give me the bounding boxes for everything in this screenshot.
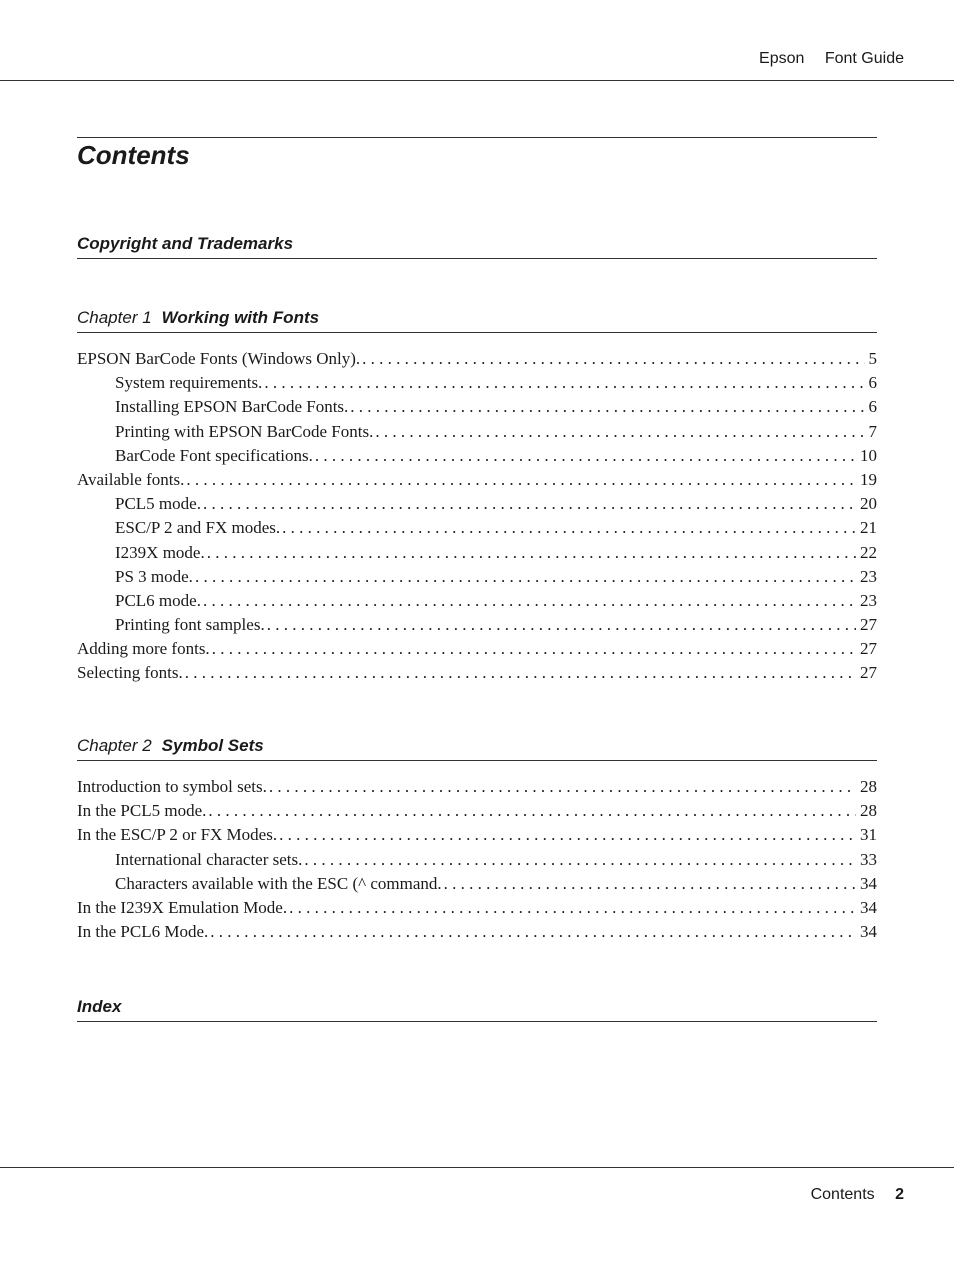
dot-leader — [350, 395, 864, 419]
toc-entry-page: 23 — [860, 590, 877, 610]
toc-entry-page: 22 — [860, 542, 877, 562]
toc-entry[interactable] — [77, 848, 877, 872]
toc-section-chapter-2[interactable] — [77, 736, 877, 761]
toc-entry[interactable] — [77, 565, 877, 589]
toc-entry[interactable] — [77, 823, 877, 847]
toc-entry-page: 21 — [860, 518, 877, 538]
toc-entry[interactable] — [77, 371, 877, 395]
dot-leader — [208, 799, 856, 823]
toc-entry-label: Available fonts. — [77, 469, 185, 489]
toc-entry-page: 27 — [860, 663, 877, 683]
toc-entry[interactable] — [77, 516, 877, 540]
toc-entry-page: 31 — [860, 825, 877, 845]
dot-leader — [269, 775, 856, 799]
dot-leader — [195, 565, 856, 589]
toc-entry-page: 28 — [860, 801, 877, 821]
toc-entry[interactable] — [77, 799, 877, 823]
toc-entry-page: 28 — [860, 777, 877, 796]
toc-entry-label: PS 3 mode. — [115, 566, 193, 586]
toc-entry-page: 27 — [860, 639, 877, 659]
toc-entry[interactable] — [77, 347, 877, 371]
dot-leader — [264, 371, 864, 395]
toc-entry-page: 33 — [860, 849, 877, 869]
dot-leader — [362, 347, 864, 371]
dot-leader — [212, 637, 856, 661]
title-rule — [77, 137, 877, 138]
toc-entry-label: Printing with EPSON BarCode Fonts. — [115, 421, 374, 441]
toc-entry[interactable] — [77, 896, 877, 920]
toc-entry-label: I239X mode. — [115, 542, 205, 562]
toc-entry[interactable] — [77, 468, 877, 492]
toc-entry-page: 6 — [868, 397, 877, 417]
toc-entry-label: PCL5 mode. — [115, 494, 201, 514]
toc-entry-page: 5 — [868, 349, 877, 368]
section-title: Index — [77, 997, 122, 1016]
toc-entry-label: Introduction to symbol sets. — [77, 777, 267, 796]
toc-entry-page: 27 — [860, 615, 877, 635]
toc-entry-page: 20 — [860, 494, 877, 514]
toc-entry-label: EPSON BarCode Fonts (Windows Only). — [77, 349, 361, 368]
header-rule — [0, 80, 954, 81]
toc-entry-label: International character sets. — [115, 849, 303, 869]
toc-entry-page: 34 — [860, 873, 877, 893]
toc-entry-label: Selecting fonts. — [77, 663, 183, 683]
toc-entry-label: In the PCL6 Mode. — [77, 922, 209, 942]
dot-leader — [186, 468, 856, 492]
footer-rule — [0, 1167, 954, 1168]
running-footer — [811, 1186, 904, 1204]
toc-entry-label: ESC/P 2 and FX modes. — [115, 518, 281, 538]
toc-section-copyright[interactable] — [77, 234, 877, 259]
toc-entry-label: Printing font samples. — [115, 615, 265, 635]
toc-entry[interactable] — [77, 444, 877, 468]
toc-entry[interactable] — [77, 775, 877, 799]
dot-leader — [315, 444, 856, 468]
dot-leader — [289, 896, 856, 920]
toc-entry-label: System requirements. — [115, 373, 263, 393]
section-title: Copyright and Trademarks — [77, 234, 294, 253]
dot-leader — [185, 661, 856, 685]
toc-entry-label: In the ESC/P 2 or FX Modes. — [77, 825, 278, 845]
running-header — [743, 50, 904, 68]
toc-entry-label: In the PCL5 mode. — [77, 801, 207, 821]
toc-entry-page: 7 — [868, 421, 877, 441]
toc-entry-label: PCL6 mode. — [115, 590, 201, 610]
toc-entry-page: 34 — [860, 922, 877, 942]
header-brand: Epson — [759, 50, 805, 67]
toc-entry[interactable] — [77, 613, 877, 637]
toc-entry-page: 34 — [860, 897, 877, 917]
toc-entry[interactable] — [77, 637, 877, 661]
dot-leader — [210, 920, 856, 944]
dot-leader — [304, 848, 856, 872]
dot-leader — [375, 420, 864, 444]
toc-entry-label: Adding more fonts. — [77, 639, 210, 659]
chapter-number: Chapter 1 — [77, 308, 152, 327]
toc-entry[interactable] — [77, 395, 877, 419]
toc-entry-page: 23 — [860, 566, 877, 586]
toc-section-index[interactable] — [77, 997, 877, 1022]
section-title: Working with Fonts — [161, 308, 320, 327]
section-title: Symbol Sets — [161, 736, 264, 755]
dot-leader — [279, 823, 856, 847]
toc-entry-label: BarCode Font specifications. — [115, 445, 313, 465]
dot-leader — [444, 872, 856, 896]
toc-entry-label: Installing EPSON BarCode Fonts. — [115, 397, 349, 417]
toc-entry-label: In the I239X Emulation Mode. — [77, 897, 288, 917]
toc-entry[interactable] — [77, 661, 877, 685]
toc-entry[interactable] — [77, 420, 877, 444]
toc-entry[interactable] — [77, 541, 877, 565]
toc-entry[interactable] — [77, 920, 877, 944]
toc-entry-label: Characters available with the ESC (^ command. — [115, 873, 442, 893]
dot-leader — [203, 492, 856, 516]
toc-section-chapter-1[interactable] — [77, 308, 877, 333]
chapter-number: Chapter 2 — [77, 736, 152, 755]
toc-entry-page: 6 — [868, 373, 877, 393]
dot-leader — [203, 589, 856, 613]
toc-entry-page: 10 — [860, 445, 877, 465]
toc-entry-page: 19 — [860, 469, 877, 489]
toc-list-chapter-2 — [77, 775, 877, 944]
footer-section: Contents — [810, 1186, 875, 1203]
toc-entry[interactable] — [77, 492, 877, 516]
toc-list-chapter-1 — [77, 347, 877, 686]
page-title: Contents — [77, 140, 190, 170]
toc-entry[interactable] — [77, 589, 877, 613]
dot-leader — [282, 516, 856, 540]
dot-leader — [207, 541, 856, 565]
header-doc-title: Font Guide — [824, 50, 904, 67]
toc-entry[interactable] — [77, 872, 877, 896]
page-number: 2 — [895, 1186, 904, 1203]
dot-leader — [267, 613, 856, 637]
